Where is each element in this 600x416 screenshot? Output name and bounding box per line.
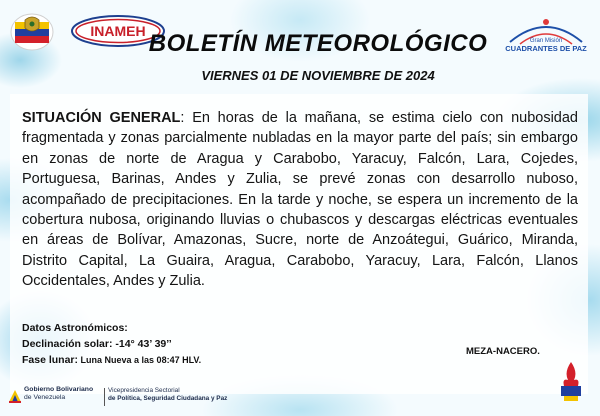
moon-phase-row: [22, 352, 322, 368]
moon-phase-label: Fase lunar:: [22, 354, 79, 366]
anniversary-emblem-icon: [556, 360, 586, 404]
page-title: BOLETÍN METEOROLÓGICO: [148, 30, 488, 57]
moon-phase-value: Luna Nueva a las 08:47 HLV.: [78, 355, 202, 365]
vice-line2: de Política, Seguridad Ciudadana y Paz: [108, 395, 228, 402]
declination-row: [22, 336, 322, 352]
general-situation-heading: SITUACIÓN GENERAL: [22, 110, 181, 126]
footer-divider: [104, 388, 105, 406]
vice-line1: Vicepresidencia Sectorial: [108, 387, 180, 394]
bulletin-date: VIERNES 01 DE NOVIEMBRE DE 2024: [201, 68, 435, 83]
vicepresidencia-text: [108, 387, 227, 403]
gobierno-bolivariano-logo: [8, 388, 22, 409]
gob-line1: Gobierno Bolivariano: [24, 386, 94, 393]
gm-line1: Gran Misión: [529, 38, 563, 44]
astronomical-data: [22, 320, 322, 368]
astro-heading: Datos Astronómicos:: [22, 322, 128, 334]
gobierno-text: [24, 386, 93, 402]
forecaster-signature: MEZA-NACERO.: [466, 346, 540, 357]
inameh-wordmark: INAMEH: [90, 23, 146, 39]
declination-label: Declinación solar:: [22, 338, 113, 350]
general-situation-paragraph: [22, 108, 578, 292]
general-situation-text: : En horas de la mañana, se estima cielo con nubosidad fragmentada y zonas parcialmente nubladas en la mayor parte del país; sin embargo en zonas de norte de Aragua y Carabobo, Yaracuy, Falcón, Lara, Cojedes, Portuguesa, Barinas, Andes y Zulia, se prevé zonas con desarrollo nuboso, acompañado de precipitaciones. En la tarde y noche, se espera un incremento de la cobertura nubosa, originando lluvias o chubascos y descargas eléctricas eventuales en áreas de Bolívar, Amazonas, Sucre, norte de Anzoátegui, Guárico, Miranda, Distrito Capital, La Guaira, Aragua, Carabobo, Yaracuy, Lara, Falcón, Llanos Occidentales, Andes y Zulia.: [22, 110, 578, 290]
gob-line2: de Venezuela: [24, 394, 66, 401]
gm-line2: CUADRANTES DE PAZ: [505, 44, 587, 53]
declination-value: -14° 43’ 39’’: [112, 338, 172, 350]
